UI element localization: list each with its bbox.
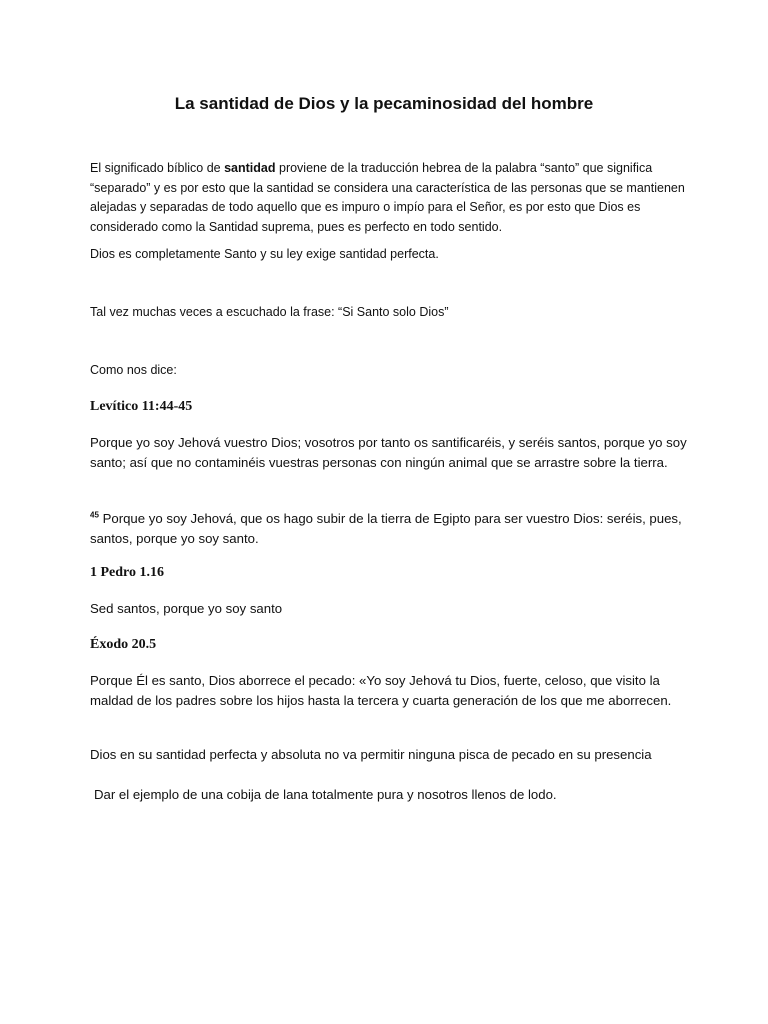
verse-exodo: Porque Él es santo, Dios aborrece el pecado: «Yo soy Jehová tu Dios, fuerte, celoso, que visito la maldad de los padres sobre los hijos hasta la tercera y cuarta generación de los que me aborrecen. bbox=[90, 673, 672, 708]
verse-1-pedro: Sed santos, porque yo soy santo bbox=[90, 601, 283, 616]
reference-exodo: Éxodo 20.5 bbox=[90, 637, 157, 652]
intro-bold-term: santidad bbox=[224, 161, 276, 175]
conclusion-paragraph: Dios en su santidad perfecta y absoluta no va permitir ninguna pisca de pecado en su presencia bbox=[90, 747, 652, 762]
as-it-says: Como nos dice: bbox=[90, 363, 177, 377]
verse-leviticus-45 bbox=[90, 509, 690, 548]
verse-leviticus-44: Porque yo soy Jehová vuestro Dios; vosotros por tanto os santificaréis, y seréis santos, porque yo soy santo; así que no contaminéis vuestras personas con ningún animal que se arrastre sobre la tierra. bbox=[90, 435, 687, 470]
example-paragraph: Dar el ejemplo de una cobija de lana totalmente pura y nosotros llenos de lodo. bbox=[94, 787, 557, 802]
verse-number: 45 bbox=[90, 510, 99, 520]
common-phrase: Tal vez muchas veces a escuchado la frase: “Si Santo solo Dios” bbox=[90, 305, 449, 319]
document-title: La santidad de Dios y la pecaminosidad del hombre bbox=[174, 94, 594, 113]
intro-paragraph bbox=[90, 159, 690, 237]
reference-1-pedro: 1 Pedro 1.16 bbox=[90, 565, 165, 580]
verse-leviticus-45-text: Porque yo soy Jehová, que os hago subir de la tierra de Egipto para ser vuestro Dios: seréis, pues, santos, porque yo soy santo. bbox=[90, 511, 682, 546]
intro-text-start: El significado bíblico de bbox=[90, 161, 225, 175]
reference-leviticus: Levítico 11:44-45 bbox=[90, 399, 193, 414]
holiness-statement: Dios es completamente Santo y su ley exige santidad perfecta. bbox=[90, 247, 439, 261]
intro-text-rest: proviene de la traducción hebrea de la palabra “santo” que significa “separado” y es por esto que la santidad se considera una característica de las personas que se mantienen alejadas y separadas de todo aquello que es impuro o impío para el Señor, es por esto que Dios es considerado como la Santidad suprema, pues es perfecto en todo sentido. bbox=[90, 161, 685, 234]
